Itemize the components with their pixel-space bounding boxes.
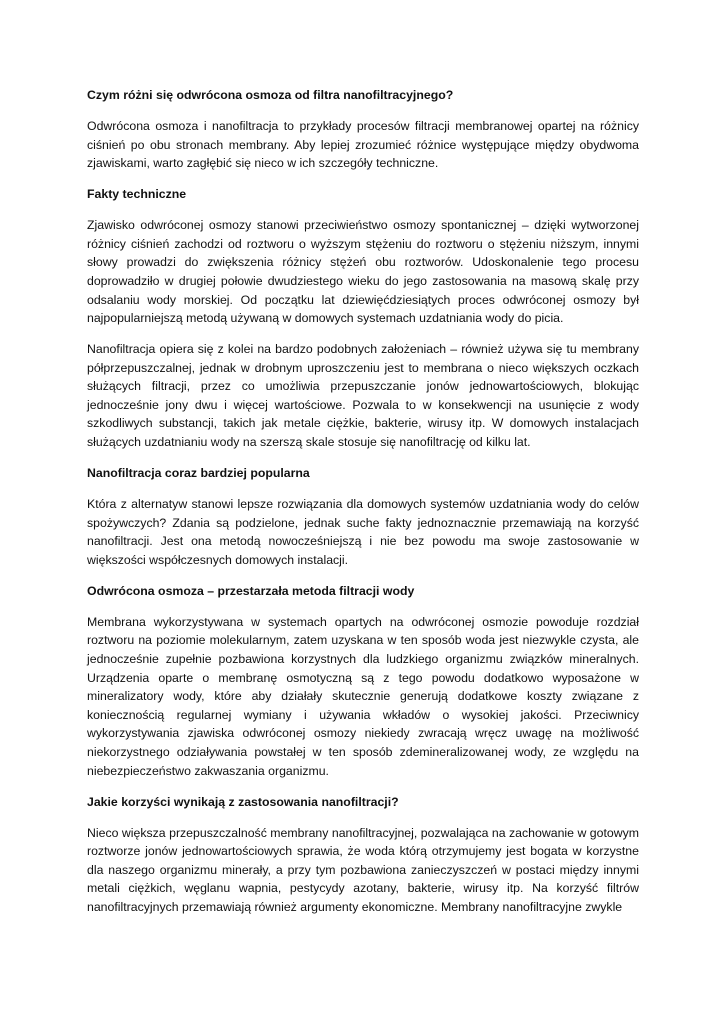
paragraph: Nanofiltracja opiera się z kolei na bardzo podobnych założeniach – również używa się tu membrany półprzepuszczalnej, jednak w drobnym uproszczeniu jest to membrana o nieco większych oczkach służących filtracji, przez co umożliwia przepuszczanie jonów jednowartościowych, blokując jednocześnie jony dwu i więcej wartościowe. Pozwala to w konsekwencji na usunięcie z wody szkodliwych substancji, takich jak metale ciężkie, bakterie, wirusy itp. W domowych instalacjach służących uzdatnianiu wody na szerszą skale stosuje się nanofiltrację od kilku lat. xyxy=(87,342,639,450)
paragraph: Membrana wykorzystywana w systemach opartych na odwróconej osmozie powoduje rozdział roztworu na poziomie molekularnym, zatem uzyskana w ten sposób woda jest niezwykle czysta, ale jednocześnie zupełnie pozbawiona korzystnych dla ludzkiego organizmu związków mineralnych. Urządzenia oparte o membranę osmotyczną są z tego powodu dodatkowo wyposażone w mineralizatory wody, które aby działały skutecznie generują dodatkowe koszty związane z koniecznością regularnej wymiany i używania wkładów o wysokiej jakości. Przeciwnicy wykorzystywania zjawiska odwróconej osmozy niekiedy zwracają wręcz uwagę na możliwość niekorzystnego odziaływania powstałej w ten sposób zdemineralizowanej wody, ze względu na niebezpieczeństwo zakwaszania organizmu. xyxy=(87,614,639,778)
paragraph: Zjawisko odwróconej osmozy stanowi przeciwieństwo osmozy spontanicznej – dzięki wytworzonej różnicy ciśnień zachodzi od roztworu o wyższym stężeniu do roztworu o stężeniu niższym, innymi słowy prowadzi do zwiększenia różnicy stężeń obu roztworów. Udoskonalenie tego procesu doprowadziło w drugiej połowie dwudziestego wieku do jego zastosowania na masową skalę przy odsalaniu wody morskiej. Od początku lat dziewięćdziesiątych proces odwróconej osmozy był najpopularniejszą metodą używaną w domowych systemach uzdatniania wody do picia. xyxy=(87,218,639,326)
paragraph: Która z alternatyw stanowi lepsze rozwiązania dla domowych systemów uzdatniania wody do celów spożywczych? Zdania są podzielone, jednak suche fakty jednoznacznie przemawiają na korzyść nanofiltracji. Jest ona metodą nowocześniejszą i nie bez powodu ma swoje zastosowanie w większości współczesnych domowych instalacji. xyxy=(87,497,639,567)
paragraph: Nieco większa przepuszczalność membrany nanofiltracyjnej, pozwalająca na zachowanie w gotowym roztworze jonów jednowartościowych sprawia, że woda którą otrzymujemy jest bogata w korzystne dla naszego organizmu minerały, a przy tym pozbawiona zanieczyszczeń w postaci między innymi metali ciężkich, węglanu wapnia, pestycydy azotany, bakterie, wirusy itp. Na korzyść filtrów nanofiltracyjnych przemawiają również argumenty ekonomiczne. Membrany nanofiltracyjne zwykle xyxy=(87,825,639,914)
section-heading: Czym różni się odwrócona osmoza od filtra nanofiltracyjnego? xyxy=(87,88,454,102)
section-heading: Jakie korzyści wynikają z zastosowania nanofiltracji? xyxy=(87,794,399,809)
paragraph: Odwrócona osmoza i nanofiltracja to przykłady procesów filtracji membranowej opartej na różnicy ciśnień po obu stronach membrany. Aby lepiej zrozumieć różnice występujące między obydwoma zjawiskami, warto zagłębić się nieco w ich szczegóły techniczne. xyxy=(87,118,639,171)
section-heading: Fakty techniczne xyxy=(87,187,187,202)
section-heading: Odwrócona osmoza – przestarzała metoda filtracji wody xyxy=(87,583,415,598)
section-heading: Nanofiltracja coraz bardziej popularna xyxy=(87,466,310,481)
